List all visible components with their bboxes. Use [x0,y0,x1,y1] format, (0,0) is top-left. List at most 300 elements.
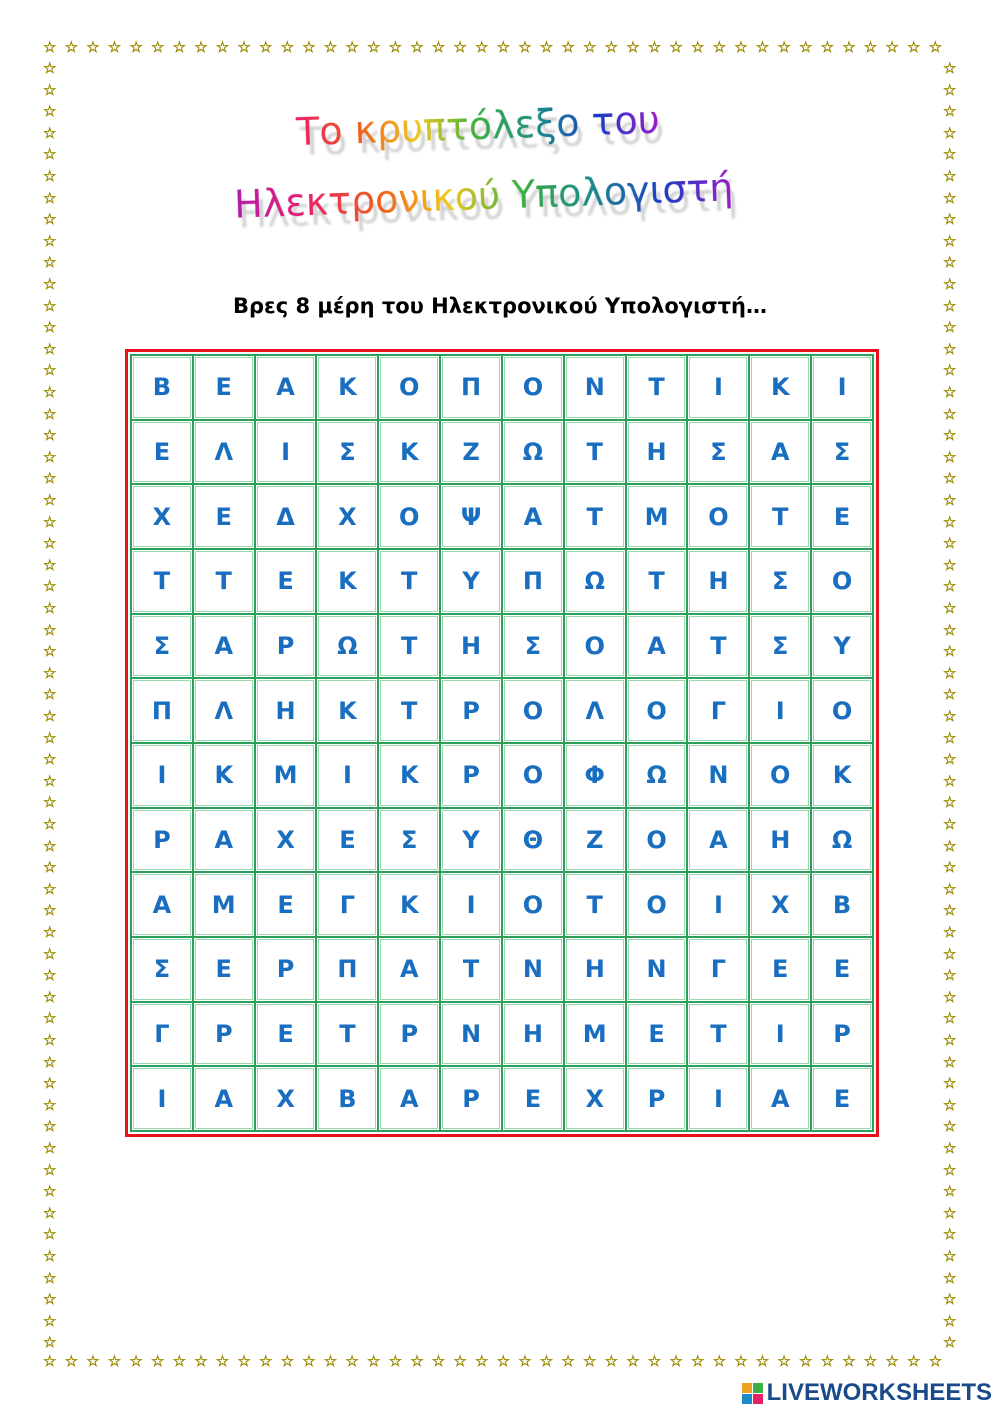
grid-cell[interactable]: Ι [687,872,749,937]
star-icon: ☆ [755,1352,770,1370]
star-icon: ☆ [151,1352,165,1370]
star-icon: ☆ [43,728,57,747]
grid-cell[interactable]: Ο [687,484,749,549]
grid-cell[interactable]: Α [378,937,440,1002]
star-icon: ☆ [539,38,554,56]
grid-cell[interactable]: Α [626,614,688,679]
grid-cell[interactable]: Τ [131,549,193,614]
star-icon: ☆ [943,447,957,466]
logo-text: LIVEWORKSHEETS [766,1379,992,1406]
grid-cell[interactable]: Ψ [440,484,502,549]
grid-cell[interactable]: Ε [811,484,873,549]
star-icon: ☆ [151,38,165,56]
grid-cell[interactable]: Ο [626,872,688,937]
grid-cell[interactable]: Ζ [564,808,626,873]
star-icon: ☆ [777,1352,791,1370]
grid-cell[interactable]: Ν [687,743,749,808]
star-icon: ☆ [943,1247,957,1265]
star-icon: ☆ [43,534,57,553]
grid-cell[interactable]: Λ [193,420,255,485]
star-icon: ☆ [43,188,57,207]
grid-cell[interactable]: Η [749,808,811,873]
grid-cell[interactable]: Ο [502,743,564,808]
grid-cell[interactable]: Α [687,808,749,873]
star-icon: ☆ [43,296,57,315]
star-icon: ☆ [712,38,727,56]
star-icon: ☆ [928,1352,943,1370]
grid-cell[interactable]: Κ [378,743,440,808]
star-icon: ☆ [43,469,57,488]
star-icon: ☆ [367,1352,381,1370]
grid-cell[interactable]: Τ [687,1002,749,1067]
grid-cell[interactable]: Α [749,420,811,485]
star-icon: ☆ [129,38,143,56]
star-icon: ☆ [943,1095,957,1114]
grid-cell[interactable]: Ε [811,937,873,1002]
grid-cell[interactable]: Γ [131,1002,193,1067]
star-icon: ☆ [496,1352,511,1370]
grid-cell[interactable]: Η [502,1002,564,1067]
grid-cell[interactable]: Σ [502,614,564,679]
grid-cell[interactable]: Ο [749,743,811,808]
grid-cell[interactable]: Η [255,678,317,743]
star-icon: ☆ [215,38,230,56]
star-icon: ☆ [367,38,381,56]
star-icon: ☆ [943,80,957,99]
grid-cell[interactable]: Η [564,937,626,1002]
grid-cell[interactable]: Ρ [255,937,317,1002]
grid-cell[interactable]: Α [193,614,255,679]
star-icon: ☆ [43,1247,57,1265]
star-icon: ☆ [842,38,856,56]
star-icon: ☆ [86,38,100,56]
logo-mark-icon [742,1383,763,1404]
star-icon: ☆ [583,38,597,56]
star-icon: ☆ [302,38,316,56]
star-icon: ☆ [604,1352,619,1370]
star-icon: ☆ [943,555,957,574]
star-icon: ☆ [237,1352,251,1370]
star-icon: ☆ [943,599,957,617]
star-icon: ☆ [863,1352,878,1370]
grid-cell[interactable]: Μ [193,872,255,937]
star-icon: ☆ [820,38,835,56]
star-icon: ☆ [194,38,208,56]
grid-cell[interactable]: Ε [255,549,317,614]
grid-cell[interactable]: Ω [626,743,688,808]
grid-cell[interactable]: Ρ [440,678,502,743]
star-icon: ☆ [928,38,943,56]
grid-cell[interactable]: Χ [749,872,811,937]
grid-cell[interactable]: Τ [564,420,626,485]
star-icon: ☆ [647,1352,662,1370]
grid-cell[interactable]: Ε [193,484,255,549]
grid-cell[interactable]: Τ [378,678,440,743]
star-icon: ☆ [43,944,57,963]
star-icon: ☆ [691,38,705,56]
star-icon: ☆ [943,836,957,855]
star-icon: ☆ [943,1160,957,1179]
grid-cell[interactable]: Σ [131,937,193,1002]
star-icon: ☆ [943,102,957,121]
liveworksheets-logo [742,1379,992,1407]
grid-cell[interactable]: Ι [255,420,317,485]
star-icon: ☆ [43,771,57,790]
star-icon: ☆ [626,1352,640,1370]
grid-cell[interactable]: Ω [564,549,626,614]
star-icon: ☆ [43,685,57,704]
star-icon: ☆ [43,879,57,898]
star-icon: ☆ [943,707,957,725]
star-icon: ☆ [518,1352,532,1370]
star-icon: ☆ [43,663,57,682]
grid-cell[interactable]: Τ [440,937,502,1002]
grid-cell[interactable]: Τ [316,1002,378,1067]
grid-cell[interactable]: Ε [131,420,193,485]
star-icon: ☆ [43,123,57,142]
star-icon: ☆ [943,318,957,337]
star-icon: ☆ [453,1352,467,1370]
star-icon: ☆ [43,793,57,812]
star-icon: ☆ [943,1225,957,1244]
star-icon: ☆ [734,38,748,56]
grid-cell[interactable]: Τ [564,872,626,937]
star-icon: ☆ [43,923,57,941]
star-icon: ☆ [43,1352,57,1370]
star-icon: ☆ [604,38,619,56]
star-icon: ☆ [561,1352,575,1370]
grid-cell[interactable]: Υ [811,614,873,679]
grid-cell[interactable]: Ε [193,937,255,1002]
star-icon: ☆ [64,1352,79,1370]
star-icon: ☆ [943,642,957,661]
grid-cell[interactable]: Ρ [440,1066,502,1131]
grid-cell[interactable]: Α [193,808,255,873]
star-icon: ☆ [943,620,957,639]
grid-cell[interactable]: Τ [193,549,255,614]
star-icon: ☆ [943,944,957,963]
grid-cell[interactable]: Α [502,484,564,549]
star-icon: ☆ [43,512,57,531]
grid-cell[interactable]: Μ [626,484,688,549]
star-icon: ☆ [43,1290,57,1309]
star-icon: ☆ [453,38,467,56]
star-icon: ☆ [539,1352,554,1370]
grid-cell[interactable]: Σ [316,420,378,485]
star-icon: ☆ [43,987,57,1006]
grid-cell[interactable]: Α [193,1066,255,1131]
grid-cell[interactable]: Τ [749,484,811,549]
grid-cell[interactable]: Ο [811,678,873,743]
star-icon: ☆ [43,210,57,229]
star-icon: ☆ [943,123,957,142]
grid-cell[interactable]: Α [378,1066,440,1131]
grid-cell[interactable]: Ι [687,355,749,420]
grid-cell[interactable]: Ν [440,1002,502,1067]
grid-cell[interactable]: Β [131,355,193,420]
grid-cell[interactable]: Π [316,937,378,1002]
star-icon: ☆ [943,469,957,488]
grid-cell[interactable]: Γ [687,678,749,743]
grid-cell[interactable]: Ο [502,355,564,420]
star-icon: ☆ [410,1352,424,1370]
grid-cell[interactable]: Ο [626,808,688,873]
grid-cell[interactable]: Μ [255,743,317,808]
star-icon: ☆ [43,599,57,617]
star-icon: ☆ [943,1139,957,1157]
grid-cell[interactable]: Ι [749,678,811,743]
star-icon: ☆ [943,879,957,898]
grid-cell[interactable]: Π [502,549,564,614]
star-icon: ☆ [194,1352,208,1370]
title-line1: Το κρυπτόλεξο του [295,97,661,155]
grid-cell[interactable]: Ν [626,937,688,1002]
star-icon: ☆ [943,167,957,185]
grid-cell[interactable]: Ρ [131,808,193,873]
star-icon: ☆ [734,1352,748,1370]
star-icon: ☆ [943,1117,957,1136]
grid-cell[interactable]: Θ [502,808,564,873]
grid-cell[interactable]: Ν [564,355,626,420]
star-icon: ☆ [626,38,640,56]
grid-cell[interactable]: Ε [811,1066,873,1131]
star-icon: ☆ [943,296,957,315]
star-icon: ☆ [345,1352,359,1370]
star-icon: ☆ [943,383,957,401]
star-icon: ☆ [777,38,791,56]
star-icon: ☆ [863,38,878,56]
grid-cell[interactable]: Τ [378,614,440,679]
grid-cell[interactable]: Α [749,1066,811,1131]
star-icon: ☆ [43,275,57,293]
grid-cell[interactable]: Ρ [255,614,317,679]
grid-cell[interactable]: Ι [687,1066,749,1131]
grid-cell[interactable]: Χ [255,1066,317,1131]
grid-cell[interactable]: Σ [378,808,440,873]
grid-cell[interactable]: Τ [626,549,688,614]
grid-cell[interactable]: Χ [316,484,378,549]
star-icon: ☆ [943,145,957,164]
star-icon: ☆ [43,858,57,877]
grid-cell[interactable]: Ε [255,872,317,937]
star-icon: ☆ [943,339,957,358]
star-icon: ☆ [943,231,957,250]
grid-cell[interactable]: Β [811,872,873,937]
star-icon: ☆ [43,1333,57,1352]
grid-cell[interactable]: Η [687,549,749,614]
star-icon: ☆ [943,1031,957,1049]
star-icon: ☆ [43,901,57,920]
star-icon: ☆ [943,512,957,531]
star-icon: ☆ [43,59,57,77]
grid-cell[interactable]: Λ [193,678,255,743]
grid-cell[interactable]: Β [316,1066,378,1131]
star-icon: ☆ [475,1352,489,1370]
grid-cell[interactable]: Ο [564,614,626,679]
star-icon: ☆ [107,1352,122,1370]
star-icon: ☆ [885,1352,899,1370]
star-icon: ☆ [43,815,57,833]
grid-cell[interactable]: Κ [316,678,378,743]
star-icon: ☆ [943,966,957,985]
grid-cell[interactable]: Κ [378,420,440,485]
grid-cell[interactable]: Δ [255,484,317,549]
grid-cell[interactable]: Χ [564,1066,626,1131]
star-icon: ☆ [43,339,57,358]
grid-cell[interactable]: Μ [564,1002,626,1067]
star-icon: ☆ [215,1352,230,1370]
star-icon: ☆ [943,188,957,207]
star-icon: ☆ [647,38,662,56]
star-icon: ☆ [43,1203,57,1222]
grid-cell[interactable]: Π [131,678,193,743]
grid-cell[interactable]: Κ [316,355,378,420]
star-icon: ☆ [943,923,957,941]
star-icon: ☆ [943,253,957,272]
grid-cell[interactable]: Σ [749,614,811,679]
star-icon: ☆ [943,1052,957,1071]
grid-cell[interactable]: Ι [316,743,378,808]
star-icon: ☆ [237,38,251,56]
star-icon: ☆ [43,1268,57,1287]
grid-cell[interactable]: Τ [687,614,749,679]
grid-cell[interactable]: Σ [131,614,193,679]
grid-cell[interactable]: Ν [502,937,564,1002]
grid-cell[interactable]: Η [440,614,502,679]
star-icon: ☆ [691,1352,705,1370]
grid-cell[interactable]: Ο [378,484,440,549]
grid-cell[interactable]: Ε [626,1002,688,1067]
grid-cell[interactable]: Ω [811,808,873,873]
star-icon: ☆ [799,1352,813,1370]
star-icon: ☆ [943,59,957,77]
star-icon: ☆ [943,1268,957,1287]
grid-cell[interactable]: Γ [316,872,378,937]
grid-cell[interactable]: Ε [193,355,255,420]
star-icon: ☆ [943,750,957,769]
star-icon: ☆ [172,38,187,56]
star-icon: ☆ [43,642,57,661]
grid-cell[interactable]: Κ [316,549,378,614]
grid-cell[interactable]: Ρ [626,1066,688,1131]
star-icon: ☆ [43,404,57,423]
star-icon: ☆ [943,534,957,553]
grid-cell[interactable]: Χ [131,484,193,549]
grid-cell[interactable]: Ρ [440,743,502,808]
grid-cell[interactable]: Τ [626,355,688,420]
star-icon: ☆ [943,1333,957,1352]
star-icon: ☆ [302,1352,316,1370]
grid-cell[interactable]: Υ [440,549,502,614]
grid-cell[interactable]: Ζ [440,420,502,485]
star-icon: ☆ [43,1031,57,1049]
grid-cell[interactable]: Α [255,355,317,420]
star-icon: ☆ [43,620,57,639]
star-icon: ☆ [583,1352,597,1370]
grid-cell[interactable]: Ι [440,872,502,937]
star-icon: ☆ [43,102,57,121]
star-icon: ☆ [43,1311,57,1330]
grid-cell[interactable]: Ε [316,808,378,873]
grid-cell[interactable]: Τ [378,549,440,614]
star-icon: ☆ [43,80,57,99]
star-icon: ☆ [669,38,683,56]
grid-cell[interactable]: Ε [255,1002,317,1067]
grid-cell[interactable]: Α [131,872,193,937]
star-icon: ☆ [43,38,57,56]
grid-cell[interactable]: Ω [316,614,378,679]
star-icon: ☆ [943,426,957,445]
star-icon: ☆ [820,1352,835,1370]
grid-cell[interactable]: Κ [749,355,811,420]
grid-cell[interactable]: Υ [440,808,502,873]
star-icon: ☆ [43,167,57,185]
star-icon: ☆ [43,1074,57,1093]
star-icon: ☆ [43,1139,57,1157]
star-icon: ☆ [943,1009,957,1028]
star-icon: ☆ [43,231,57,250]
star-icon: ☆ [323,38,338,56]
star-icon: ☆ [43,836,57,855]
grid-cell[interactable]: Ι [811,355,873,420]
star-icon: ☆ [43,577,57,596]
star-icon: ☆ [561,38,575,56]
grid-cell[interactable]: Φ [564,743,626,808]
grid-cell[interactable]: Ο [811,549,873,614]
grid-cell[interactable]: Λ [564,678,626,743]
grid-cell[interactable]: Ρ [811,1002,873,1067]
grid-cell[interactable]: Κ [193,743,255,808]
star-icon: ☆ [943,987,957,1006]
grid-cell[interactable]: Ρ [193,1002,255,1067]
star-icon: ☆ [943,577,957,596]
grid-cell[interactable]: Κ [378,872,440,937]
grid-cell[interactable]: Τ [564,484,626,549]
star-icon: ☆ [43,253,57,272]
grid-cell[interactable]: Ο [502,872,564,937]
grid-cell[interactable]: Π [440,355,502,420]
grid-cell[interactable]: Γ [687,937,749,1002]
grid-cell[interactable]: Ο [502,678,564,743]
star-icon: ☆ [496,38,511,56]
grid-cell[interactable]: Κ [811,743,873,808]
grid-cell[interactable]: Ρ [378,1002,440,1067]
grid-cell[interactable]: Ι [749,1002,811,1067]
star-icon: ☆ [43,1095,57,1114]
star-icon: ☆ [43,361,57,380]
grid-cell[interactable]: Σ [749,549,811,614]
star-icon: ☆ [107,38,122,56]
grid-cell[interactable]: Σ [687,420,749,485]
grid-cell[interactable]: Ω [502,420,564,485]
star-icon: ☆ [475,38,489,56]
star-icon: ☆ [43,1160,57,1179]
star-icon: ☆ [172,1352,187,1370]
grid-cell[interactable]: Ε [502,1066,564,1131]
star-icon: ☆ [712,1352,727,1370]
grid-cell[interactable]: Ι [131,1066,193,1131]
grid-cell[interactable]: Χ [255,808,317,873]
grid-cell[interactable]: Σ [811,420,873,485]
grid-cell[interactable]: Η [626,420,688,485]
star-icon: ☆ [943,404,957,423]
star-icon: ☆ [43,1225,57,1244]
star-icon: ☆ [943,210,957,229]
grid-cell[interactable]: Ε [749,937,811,1002]
grid-cell[interactable]: Ο [626,678,688,743]
grid-cell[interactable]: Ι [131,743,193,808]
grid-cell[interactable]: Ο [378,355,440,420]
